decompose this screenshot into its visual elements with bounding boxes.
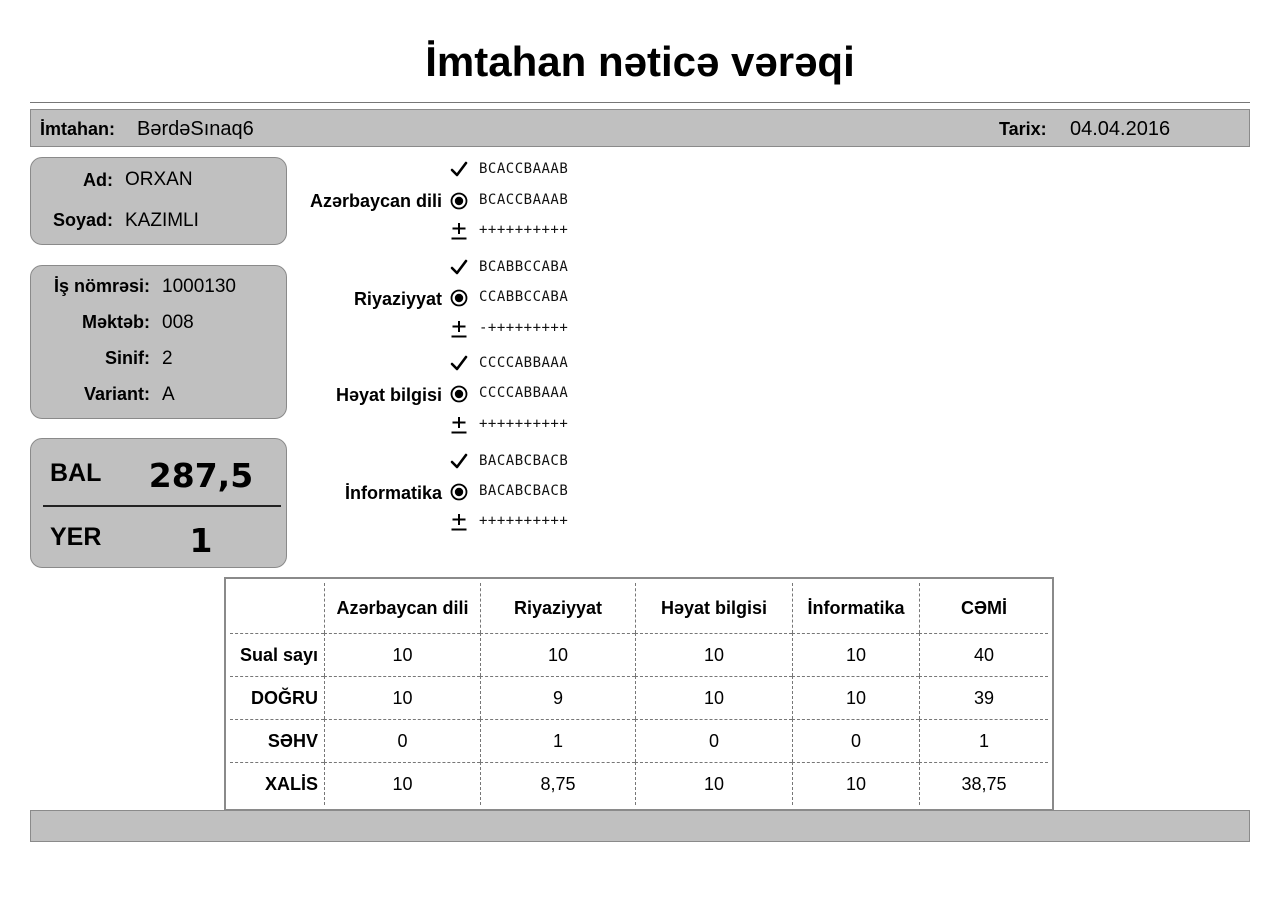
table-cell: 10 bbox=[480, 633, 635, 676]
table-row bbox=[230, 676, 1048, 719]
subject-name: Riyaziyyat bbox=[353, 289, 442, 309]
table-cell: 10 bbox=[635, 676, 792, 719]
school-value: 008 bbox=[162, 312, 194, 333]
check-icon bbox=[450, 259, 468, 277]
table-header-cell: Riyaziyyat bbox=[480, 583, 635, 633]
row-label: DOĞRU bbox=[230, 676, 324, 719]
score-divider bbox=[43, 505, 281, 507]
table-row bbox=[230, 762, 1048, 805]
check-icon bbox=[450, 355, 468, 373]
table-cell: 0 bbox=[792, 719, 919, 762]
row-label: Sual sayı bbox=[230, 633, 324, 676]
footer-bar bbox=[30, 810, 1250, 842]
given-answers: BCACCBAAAB bbox=[479, 192, 569, 208]
row-label: XALİS bbox=[230, 762, 324, 805]
table-cell: 10 bbox=[324, 633, 480, 676]
class-value: 2 bbox=[162, 348, 173, 369]
table-header-cell: Həyat bilgisi bbox=[635, 583, 792, 633]
result-marks: -+++++++++ bbox=[479, 320, 569, 336]
given-answers: CCABBCCABA bbox=[479, 289, 569, 305]
plus-minus-icon bbox=[450, 320, 468, 338]
correct-answers: BCABBCCABA bbox=[479, 259, 569, 275]
table-cell: 10 bbox=[792, 762, 919, 805]
table-header-row bbox=[230, 583, 1048, 633]
check-icon bbox=[450, 161, 468, 179]
student-name-box bbox=[30, 157, 287, 245]
exam-value: BərdəSınaq6 bbox=[137, 118, 254, 140]
plus-minus-icon bbox=[450, 513, 468, 531]
date-label: Tarix: bbox=[999, 119, 1047, 139]
table-header-cell: Azərbaycan dili bbox=[324, 583, 480, 633]
work-info-box bbox=[30, 265, 287, 419]
table-cell: 10 bbox=[635, 762, 792, 805]
exam-header-bar bbox=[30, 109, 1250, 147]
result-marks: ++++++++++ bbox=[479, 222, 569, 238]
radio-dot-icon bbox=[450, 483, 468, 501]
correct-answers: CCCCABBAAA bbox=[479, 355, 569, 371]
table-cell: 10 bbox=[635, 633, 792, 676]
table-cell: 10 bbox=[792, 676, 919, 719]
results-table bbox=[224, 577, 1054, 811]
table-cell: 10 bbox=[324, 676, 480, 719]
score-box bbox=[30, 438, 287, 568]
table-row bbox=[230, 633, 1048, 676]
subject-name: Həyat bilgisi bbox=[335, 385, 442, 405]
table-header-cell: CƏMİ bbox=[919, 583, 1048, 633]
table-cell: 8,75 bbox=[480, 762, 635, 805]
result-marks: ++++++++++ bbox=[479, 416, 569, 432]
given-answers: BACABCBACB bbox=[479, 483, 569, 499]
table-header-cell bbox=[230, 583, 324, 633]
work-number-label: İş nömrəsi: bbox=[53, 276, 150, 296]
school-label: Məktəb: bbox=[81, 312, 150, 332]
check-icon bbox=[450, 453, 468, 471]
correct-answers: BCACCBAAAB bbox=[479, 161, 569, 177]
row-label: SƏHV bbox=[230, 719, 324, 762]
work-number-value: 1000130 bbox=[162, 276, 236, 297]
name-label: Ad: bbox=[83, 170, 113, 190]
bal-label: BAL bbox=[50, 459, 102, 487]
result-marks: ++++++++++ bbox=[479, 513, 569, 529]
yer-label: YER bbox=[50, 523, 102, 551]
plus-minus-icon bbox=[450, 222, 468, 240]
subject-name: Azərbaycan dili bbox=[309, 191, 442, 211]
correct-answers: BACABCBACB bbox=[479, 453, 569, 469]
plus-minus-icon bbox=[450, 416, 468, 434]
subject-name: İnformatika bbox=[344, 483, 442, 503]
table-row bbox=[230, 719, 1048, 762]
class-label: Sinif: bbox=[105, 348, 150, 368]
name-value: ORXAN bbox=[125, 169, 193, 190]
title-divider bbox=[30, 102, 1250, 103]
table-cell: 1 bbox=[919, 719, 1048, 762]
table-cell: 0 bbox=[635, 719, 792, 762]
table-cell: 39 bbox=[919, 676, 1048, 719]
date-value: 04.04.2016 bbox=[1070, 118, 1171, 140]
table-cell: 38,75 bbox=[919, 762, 1048, 805]
variant-value: A bbox=[162, 384, 175, 405]
surname-label: Soyad: bbox=[52, 210, 113, 230]
radio-dot-icon bbox=[450, 192, 468, 210]
given-answers: CCCCABBAAA bbox=[479, 385, 569, 401]
table-cell: 40 bbox=[919, 633, 1048, 676]
radio-dot-icon bbox=[450, 289, 468, 307]
table-header-cell: İnformatika bbox=[792, 583, 919, 633]
variant-label: Variant: bbox=[83, 384, 150, 404]
table-cell: 9 bbox=[480, 676, 635, 719]
page-title: İmtahan nəticə vərəqi bbox=[425, 38, 855, 85]
surname-value: KAZIMLI bbox=[125, 210, 199, 231]
radio-dot-icon bbox=[450, 385, 468, 403]
table-cell: 0 bbox=[324, 719, 480, 762]
table-cell: 1 bbox=[480, 719, 635, 762]
table-cell: 10 bbox=[324, 762, 480, 805]
yer-value: 1 bbox=[189, 521, 213, 560]
bal-value: 287,5 bbox=[148, 456, 254, 495]
table-cell: 10 bbox=[792, 633, 919, 676]
exam-label: İmtahan: bbox=[40, 119, 116, 139]
